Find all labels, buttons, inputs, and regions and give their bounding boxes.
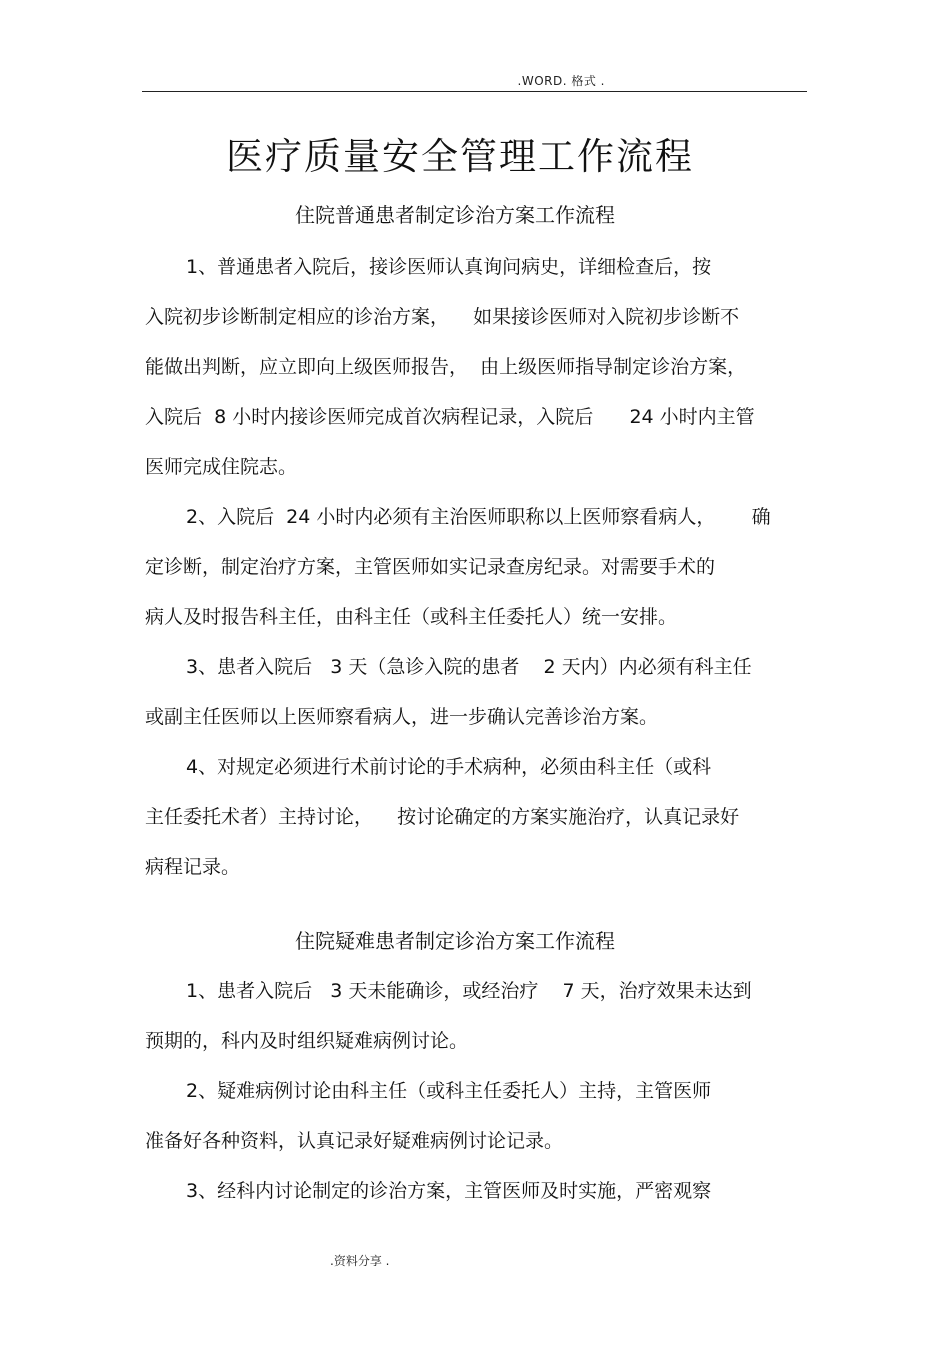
paragraph-line: 入院初步诊断制定相应的诊治方案， 如果接诊医师对入院初步诊断不 [145,306,740,328]
paragraph-line: 1、患者入院后 3 天未能确诊，或经治疗 7 天，治疗效果未达到 [186,980,752,1002]
paragraph-line: 3、患者入院后 3 天（急诊入院的患者 2 天内）内必须有科主任 [186,656,752,678]
paragraph-line: 主任委托术者）主持讨论， 按讨论确定的方案实施治疗，认真记录好 [145,806,740,828]
paragraph-line: 病程记录。 [145,856,241,878]
paragraph-line: 病人及时报告科主任，由科主任（或科主任委托人）统一安排。 [145,606,678,628]
paragraph-line: 或副主任医师以上医师察看病人，进一步确认完善诊治方案。 [145,706,659,728]
paragraph-line: 入院后 8 小时内接诊医师完成首次病程记录，入院后 24 小时内主管 [145,406,755,428]
page-footer: .资料分享 . [330,1254,390,1268]
paragraph-line: 定诊断，制定治疗方案，主管医师如实记录查房纪录。对需要手术的 [145,556,716,578]
paragraph-line: 2、入院后 24 小时内必须有主治医师职称以上医师察看病人， 确 [186,506,771,528]
paragraph-line: 预期的，科内及时组织疑难病例讨论。 [145,1030,469,1052]
paragraph-line: 准备好各种资料，认真记录好疑难病例讨论记录。 [145,1130,564,1152]
header-rule [142,91,807,92]
paragraph-line: 4、对规定必须进行术前讨论的手术病种，必须由科主任（或科 [186,756,712,778]
paragraph-line: 3、经科内讨论制定的诊治方案，主管医师及时实施，严密观察 [186,1180,712,1202]
paragraph-line: 能做出判断，应立即向上级医师报告， 由上级医师指导制定诊治方案， [145,356,747,378]
header-text: .WORD. 格式 . [517,74,605,88]
paragraph-line: 2、疑难病例讨论由科主任（或科主任委托人）主持，主管医师 [186,1080,712,1102]
section-heading-normal: 住院普通患者制定诊治方案工作流程 [295,203,615,227]
section-heading-difficult: 住院疑难患者制定诊治方案工作流程 [295,929,615,953]
paragraph-line: 医师完成住院志。 [145,456,298,478]
document-title: 医疗质量安全管理工作流程 [226,135,694,178]
paragraph-line: 1、普通患者入院后，接诊医师认真询问病史，详细检查后，按 [186,256,712,278]
